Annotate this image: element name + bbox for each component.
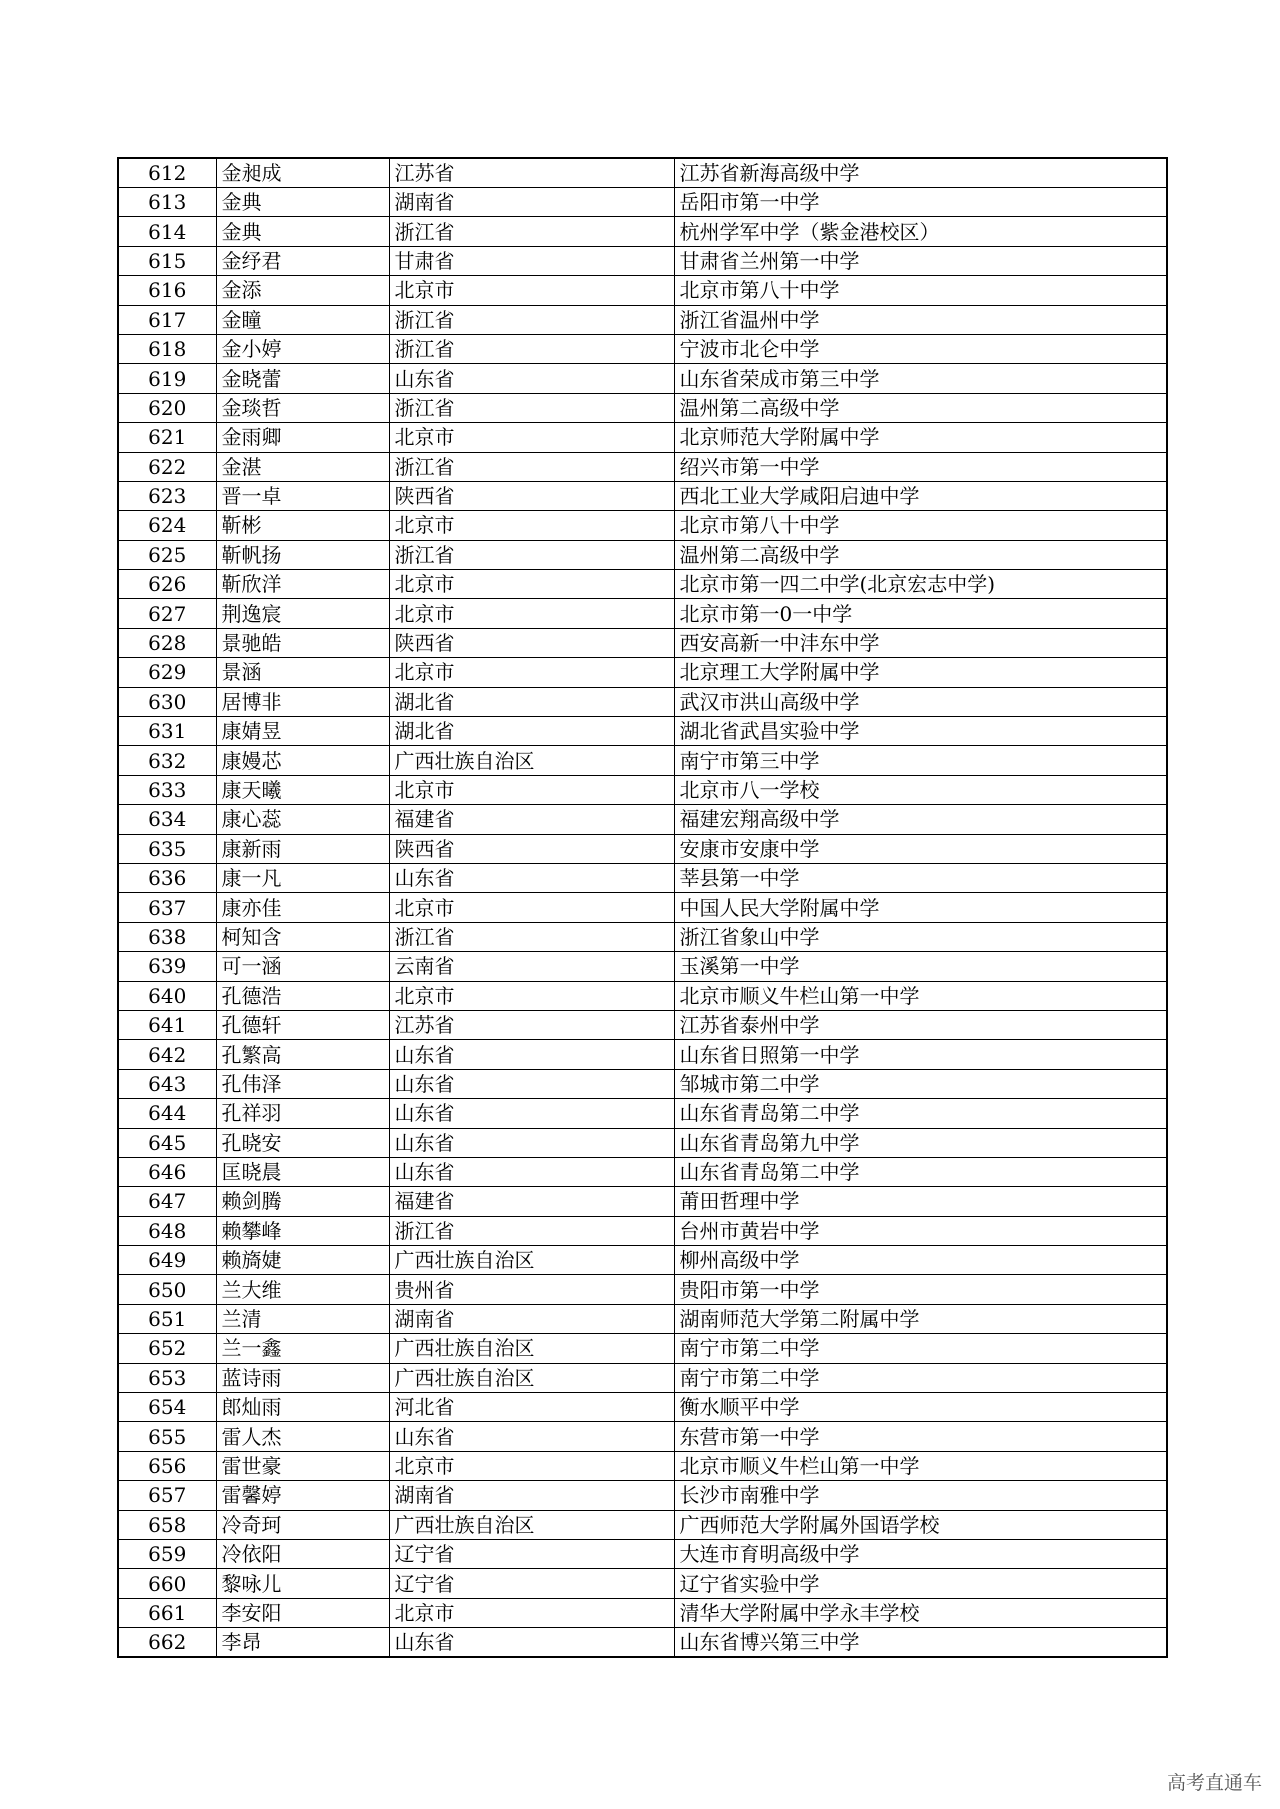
student-name-cell: 赖攀峰 <box>216 1216 389 1245</box>
school-cell: 温州第二高级中学 <box>674 393 1167 422</box>
student-name-cell: 康心蕊 <box>216 805 389 834</box>
student-name-cell: 康新雨 <box>216 834 389 863</box>
school-cell: 莘县第一中学 <box>674 863 1167 892</box>
province-cell: 北京市 <box>389 599 674 628</box>
province-cell: 山东省 <box>389 1628 674 1658</box>
student-name-cell: 雷世豪 <box>216 1451 389 1480</box>
school-cell: 长沙市南雅中学 <box>674 1481 1167 1510</box>
student-name-cell: 金小婷 <box>216 334 389 363</box>
table-row <box>118 1304 1167 1333</box>
student-name-cell: 孔繁高 <box>216 1040 389 1069</box>
student-name-cell: 康天曦 <box>216 775 389 804</box>
province-cell: 山东省 <box>389 863 674 892</box>
province-cell: 广西壮族自治区 <box>389 1510 674 1539</box>
row-number-cell: 655 <box>118 1422 216 1451</box>
school-cell: 南宁市第三中学 <box>674 746 1167 775</box>
student-name-cell: 赖剑腾 <box>216 1187 389 1216</box>
student-name-cell: 冷依阳 <box>216 1539 389 1568</box>
table-row <box>118 188 1167 217</box>
school-cell: 山东省青岛第九中学 <box>674 1128 1167 1157</box>
school-cell: 辽宁省实验中学 <box>674 1569 1167 1598</box>
student-name-cell: 可一涵 <box>216 952 389 981</box>
school-cell: 贵阳市第一中学 <box>674 1275 1167 1304</box>
student-name-cell: 景驰皓 <box>216 628 389 657</box>
student-name-cell: 康嫚芯 <box>216 746 389 775</box>
table-row <box>118 1422 1167 1451</box>
school-cell: 山东省青岛第二中学 <box>674 1099 1167 1128</box>
province-cell: 贵州省 <box>389 1275 674 1304</box>
table-row <box>118 1481 1167 1510</box>
school-cell: 岳阳市第一中学 <box>674 188 1167 217</box>
province-cell: 陕西省 <box>389 481 674 510</box>
student-name-cell: 李昂 <box>216 1628 389 1658</box>
school-cell: 湖北省武昌实验中学 <box>674 717 1167 746</box>
province-cell: 北京市 <box>389 276 674 305</box>
province-cell: 甘肃省 <box>389 246 674 275</box>
school-cell: 北京师范大学附属中学 <box>674 423 1167 452</box>
student-name-cell: 金晓蕾 <box>216 364 389 393</box>
student-name-cell: 郎灿雨 <box>216 1393 389 1422</box>
table-row <box>118 393 1167 422</box>
student-name-cell: 雷馨婷 <box>216 1481 389 1510</box>
row-number-cell: 639 <box>118 952 216 981</box>
province-cell: 北京市 <box>389 423 674 452</box>
student-name-cell: 孔德浩 <box>216 981 389 1010</box>
school-cell: 东营市第一中学 <box>674 1422 1167 1451</box>
roster-table <box>117 157 1168 1658</box>
school-cell: 杭州学军中学（紫金港校区） <box>674 217 1167 246</box>
province-cell: 湖南省 <box>389 188 674 217</box>
table-row <box>118 276 1167 305</box>
row-number-cell: 617 <box>118 305 216 334</box>
school-cell: 山东省荣成市第三中学 <box>674 364 1167 393</box>
province-cell: 陕西省 <box>389 628 674 657</box>
province-cell: 北京市 <box>389 511 674 540</box>
student-name-cell: 黎咏儿 <box>216 1569 389 1598</box>
school-cell: 山东省博兴第三中学 <box>674 1628 1167 1658</box>
province-cell: 浙江省 <box>389 305 674 334</box>
province-cell: 辽宁省 <box>389 1539 674 1568</box>
school-cell: 安康市安康中学 <box>674 834 1167 863</box>
student-name-cell: 景涵 <box>216 658 389 687</box>
province-cell: 浙江省 <box>389 540 674 569</box>
school-cell: 北京市顺义牛栏山第一中学 <box>674 1451 1167 1480</box>
student-name-cell: 靳帆扬 <box>216 540 389 569</box>
student-name-cell: 兰大维 <box>216 1275 389 1304</box>
row-number-cell: 650 <box>118 1275 216 1304</box>
school-cell: 北京市第一0一中学 <box>674 599 1167 628</box>
row-number-cell: 630 <box>118 687 216 716</box>
province-cell: 山东省 <box>389 1069 674 1098</box>
student-name-cell: 金瞳 <box>216 305 389 334</box>
school-cell: 南宁市第二中学 <box>674 1334 1167 1363</box>
table-row <box>118 1157 1167 1186</box>
student-name-cell: 冷奇珂 <box>216 1510 389 1539</box>
school-cell: 绍兴市第一中学 <box>674 452 1167 481</box>
table-row <box>118 952 1167 981</box>
student-name-cell: 孔晓安 <box>216 1128 389 1157</box>
province-cell: 湖南省 <box>389 1481 674 1510</box>
province-cell: 北京市 <box>389 775 674 804</box>
row-number-cell: 649 <box>118 1246 216 1275</box>
watermark-text: 高考直通车 <box>1166 1772 1262 1794</box>
student-name-cell: 雷人杰 <box>216 1422 389 1451</box>
row-number-cell: 659 <box>118 1539 216 1568</box>
row-number-cell: 656 <box>118 1451 216 1480</box>
table-row <box>118 1010 1167 1039</box>
school-cell: 衡水顺平中学 <box>674 1393 1167 1422</box>
school-cell: 温州第二高级中学 <box>674 540 1167 569</box>
province-cell: 北京市 <box>389 658 674 687</box>
row-number-cell: 619 <box>118 364 216 393</box>
row-number-cell: 635 <box>118 834 216 863</box>
school-cell: 江苏省新海高级中学 <box>674 158 1167 188</box>
school-cell: 柳州高级中学 <box>674 1246 1167 1275</box>
table-row <box>118 1069 1167 1098</box>
student-name-cell: 晋一卓 <box>216 481 389 510</box>
school-cell: 广西师范大学附属外国语学校 <box>674 1510 1167 1539</box>
province-cell: 广西壮族自治区 <box>389 746 674 775</box>
province-cell: 浙江省 <box>389 217 674 246</box>
province-cell: 云南省 <box>389 952 674 981</box>
school-cell: 西安高新一中沣东中学 <box>674 628 1167 657</box>
province-cell: 江苏省 <box>389 1010 674 1039</box>
row-number-cell: 660 <box>118 1569 216 1598</box>
province-cell: 广西壮族自治区 <box>389 1363 674 1392</box>
table-row <box>118 1216 1167 1245</box>
table-row <box>118 1628 1167 1658</box>
student-name-cell: 蓝诗雨 <box>216 1363 389 1392</box>
school-cell: 北京理工大学附属中学 <box>674 658 1167 687</box>
row-number-cell: 638 <box>118 922 216 951</box>
row-number-cell: 662 <box>118 1628 216 1658</box>
student-name-cell: 金昶成 <box>216 158 389 188</box>
table-row <box>118 893 1167 922</box>
province-cell: 浙江省 <box>389 1216 674 1245</box>
table-row <box>118 1099 1167 1128</box>
province-cell: 福建省 <box>389 805 674 834</box>
student-name-cell: 金湛 <box>216 452 389 481</box>
table-row <box>118 775 1167 804</box>
row-number-cell: 644 <box>118 1099 216 1128</box>
student-name-cell: 金典 <box>216 188 389 217</box>
table-row <box>118 246 1167 275</box>
student-name-cell: 康婧昱 <box>216 717 389 746</box>
row-number-cell: 618 <box>118 334 216 363</box>
row-number-cell: 627 <box>118 599 216 628</box>
roster-body <box>118 158 1167 1657</box>
school-cell: 西北工业大学咸阳启迪中学 <box>674 481 1167 510</box>
table-row <box>118 981 1167 1010</box>
row-number-cell: 645 <box>118 1128 216 1157</box>
province-cell: 江苏省 <box>389 158 674 188</box>
province-cell: 山东省 <box>389 1128 674 1157</box>
table-row <box>118 717 1167 746</box>
row-number-cell: 652 <box>118 1334 216 1363</box>
table-row <box>118 1275 1167 1304</box>
table-row <box>118 746 1167 775</box>
row-number-cell: 654 <box>118 1393 216 1422</box>
table-row <box>118 863 1167 892</box>
student-name-cell: 金纾君 <box>216 246 389 275</box>
province-cell: 浙江省 <box>389 922 674 951</box>
province-cell: 北京市 <box>389 981 674 1010</box>
row-number-cell: 636 <box>118 863 216 892</box>
table-row <box>118 423 1167 452</box>
province-cell: 湖南省 <box>389 1304 674 1333</box>
school-cell: 浙江省象山中学 <box>674 922 1167 951</box>
row-number-cell: 613 <box>118 188 216 217</box>
province-cell: 广西壮族自治区 <box>389 1246 674 1275</box>
table-row <box>118 1040 1167 1069</box>
row-number-cell: 653 <box>118 1363 216 1392</box>
table-row <box>118 364 1167 393</box>
table-row <box>118 1363 1167 1392</box>
school-cell: 清华大学附属中学永丰学校 <box>674 1598 1167 1627</box>
row-number-cell: 641 <box>118 1010 216 1039</box>
table-row <box>118 1569 1167 1598</box>
student-name-cell: 兰清 <box>216 1304 389 1333</box>
table-row <box>118 511 1167 540</box>
row-number-cell: 615 <box>118 246 216 275</box>
school-cell: 台州市黄岩中学 <box>674 1216 1167 1245</box>
table-row <box>118 658 1167 687</box>
row-number-cell: 651 <box>118 1304 216 1333</box>
row-number-cell: 625 <box>118 540 216 569</box>
row-number-cell: 643 <box>118 1069 216 1098</box>
student-name-cell: 金琰哲 <box>216 393 389 422</box>
row-number-cell: 661 <box>118 1598 216 1627</box>
row-number-cell: 657 <box>118 1481 216 1510</box>
table-row <box>118 452 1167 481</box>
school-cell: 大连市育明高级中学 <box>674 1539 1167 1568</box>
table-row <box>118 1539 1167 1568</box>
school-cell: 北京市第八十中学 <box>674 276 1167 305</box>
school-cell: 宁波市北仑中学 <box>674 334 1167 363</box>
province-cell: 浙江省 <box>389 452 674 481</box>
province-cell: 浙江省 <box>389 393 674 422</box>
student-name-cell: 金添 <box>216 276 389 305</box>
province-cell: 北京市 <box>389 1451 674 1480</box>
student-name-cell: 兰一鑫 <box>216 1334 389 1363</box>
student-name-cell: 匡晓晨 <box>216 1157 389 1186</box>
table-row <box>118 1334 1167 1363</box>
table-row <box>118 687 1167 716</box>
row-number-cell: 632 <box>118 746 216 775</box>
student-name-cell: 康一凡 <box>216 863 389 892</box>
student-name-cell: 金雨卿 <box>216 423 389 452</box>
school-cell: 湖南师范大学第二附属中学 <box>674 1304 1167 1333</box>
school-cell: 北京市第一四二中学(北京宏志中学) <box>674 570 1167 599</box>
province-cell: 山东省 <box>389 364 674 393</box>
student-name-cell: 孔伟泽 <box>216 1069 389 1098</box>
province-cell: 北京市 <box>389 893 674 922</box>
school-cell: 南宁市第二中学 <box>674 1363 1167 1392</box>
table-row <box>118 481 1167 510</box>
row-number-cell: 624 <box>118 511 216 540</box>
province-cell: 湖北省 <box>389 687 674 716</box>
school-cell: 北京市顺义牛栏山第一中学 <box>674 981 1167 1010</box>
row-number-cell: 631 <box>118 717 216 746</box>
row-number-cell: 646 <box>118 1157 216 1186</box>
school-cell: 玉溪第一中学 <box>674 952 1167 981</box>
table-row <box>118 1598 1167 1627</box>
province-cell: 福建省 <box>389 1187 674 1216</box>
student-name-cell: 康亦佳 <box>216 893 389 922</box>
row-number-cell: 658 <box>118 1510 216 1539</box>
province-cell: 北京市 <box>389 1598 674 1627</box>
province-cell: 湖北省 <box>389 717 674 746</box>
row-number-cell: 612 <box>118 158 216 188</box>
row-number-cell: 622 <box>118 452 216 481</box>
school-cell: 山东省日照第一中学 <box>674 1040 1167 1069</box>
student-name-cell: 孔德轩 <box>216 1010 389 1039</box>
student-name-cell: 金典 <box>216 217 389 246</box>
row-number-cell: 633 <box>118 775 216 804</box>
school-cell: 福建宏翔高级中学 <box>674 805 1167 834</box>
row-number-cell: 616 <box>118 276 216 305</box>
school-cell: 北京市八一学校 <box>674 775 1167 804</box>
table-row <box>118 922 1167 951</box>
row-number-cell: 640 <box>118 981 216 1010</box>
school-cell: 中国人民大学附属中学 <box>674 893 1167 922</box>
province-cell: 辽宁省 <box>389 1569 674 1598</box>
table-row <box>118 217 1167 246</box>
table-row <box>118 334 1167 363</box>
student-name-cell: 靳彬 <box>216 511 389 540</box>
table-row <box>118 1451 1167 1480</box>
table-row <box>118 1128 1167 1157</box>
student-name-cell: 孔祥羽 <box>216 1099 389 1128</box>
student-name-cell: 居博非 <box>216 687 389 716</box>
province-cell: 山东省 <box>389 1157 674 1186</box>
school-cell: 浙江省温州中学 <box>674 305 1167 334</box>
student-name-cell: 赖旖婕 <box>216 1246 389 1275</box>
province-cell: 广西壮族自治区 <box>389 1334 674 1363</box>
student-name-cell: 李安阳 <box>216 1598 389 1627</box>
row-number-cell: 637 <box>118 893 216 922</box>
school-cell: 北京市第八十中学 <box>674 511 1167 540</box>
table-row <box>118 599 1167 628</box>
table-row <box>118 805 1167 834</box>
province-cell: 山东省 <box>389 1422 674 1451</box>
row-number-cell: 648 <box>118 1216 216 1245</box>
row-number-cell: 647 <box>118 1187 216 1216</box>
school-cell: 武汉市洪山高级中学 <box>674 687 1167 716</box>
province-cell: 陕西省 <box>389 834 674 863</box>
table-row <box>118 1510 1167 1539</box>
row-number-cell: 623 <box>118 481 216 510</box>
school-cell: 山东省青岛第二中学 <box>674 1157 1167 1186</box>
row-number-cell: 614 <box>118 217 216 246</box>
province-cell: 北京市 <box>389 570 674 599</box>
row-number-cell: 620 <box>118 393 216 422</box>
school-cell: 甘肃省兰州第一中学 <box>674 246 1167 275</box>
province-cell: 山东省 <box>389 1099 674 1128</box>
table-row <box>118 628 1167 657</box>
province-cell: 山东省 <box>389 1040 674 1069</box>
province-cell: 河北省 <box>389 1393 674 1422</box>
student-name-cell: 荆逸宸 <box>216 599 389 628</box>
table-row <box>118 1246 1167 1275</box>
row-number-cell: 626 <box>118 570 216 599</box>
table-row <box>118 1393 1167 1422</box>
student-name-cell: 靳欣洋 <box>216 570 389 599</box>
row-number-cell: 642 <box>118 1040 216 1069</box>
table-row <box>118 834 1167 863</box>
table-row <box>118 570 1167 599</box>
school-cell: 江苏省泰州中学 <box>674 1010 1167 1039</box>
school-cell: 邹城市第二中学 <box>674 1069 1167 1098</box>
row-number-cell: 628 <box>118 628 216 657</box>
row-number-cell: 629 <box>118 658 216 687</box>
table-row <box>118 540 1167 569</box>
school-cell: 莆田哲理中学 <box>674 1187 1167 1216</box>
table-row <box>118 1187 1167 1216</box>
row-number-cell: 621 <box>118 423 216 452</box>
row-number-cell: 634 <box>118 805 216 834</box>
table-row <box>118 305 1167 334</box>
province-cell: 浙江省 <box>389 334 674 363</box>
table-row <box>118 158 1167 188</box>
student-name-cell: 柯知含 <box>216 922 389 951</box>
